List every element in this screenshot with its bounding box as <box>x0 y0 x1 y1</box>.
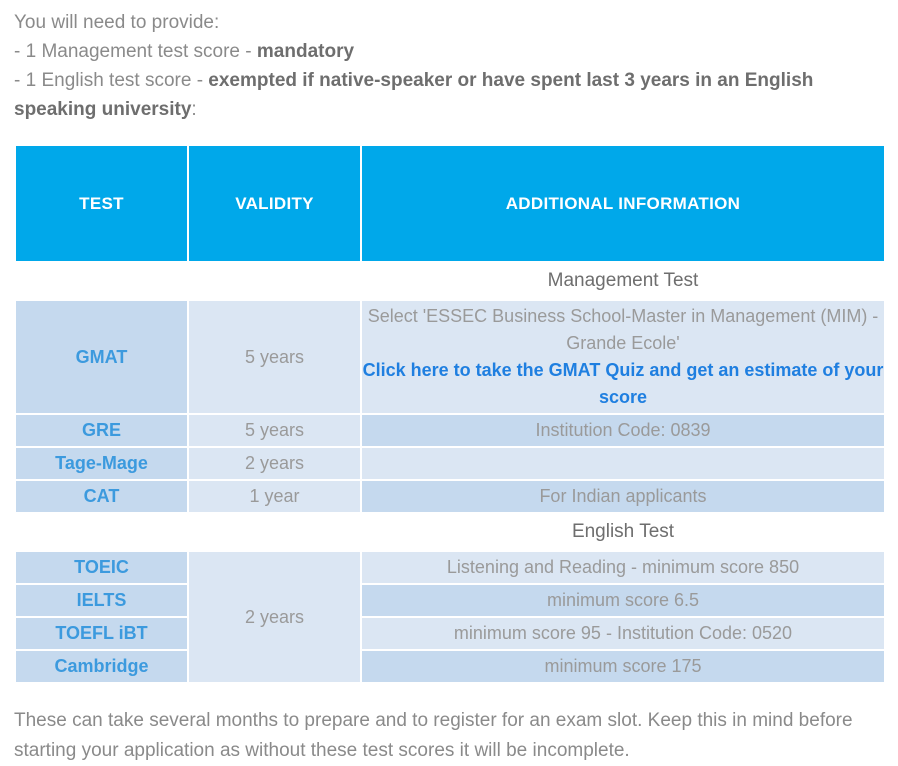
section-spacer-mid <box>188 513 361 551</box>
test-info-gre: Institution Code: 0839 <box>361 414 885 447</box>
intro-line-3-prefix: - 1 English test score - <box>14 70 209 91</box>
test-validity-cat: 1 year <box>188 480 361 513</box>
table-row <box>15 447 885 480</box>
intro-line-3-bold: exempted if native-speaker or have spent last 3 years in an English speaking university <box>14 70 819 120</box>
header-test: TEST <box>15 145 188 262</box>
section-label-english: English Test <box>361 513 885 551</box>
section-header-english <box>15 513 885 551</box>
test-name-gre: GRE <box>15 414 188 447</box>
table-row <box>15 584 885 617</box>
gmat-quiz-link[interactable]: Click here to take the GMAT Quiz and get an estimate of your score <box>362 360 884 407</box>
intro-line-2-prefix: - 1 Management test score - <box>14 41 257 62</box>
tests-table <box>14 144 886 684</box>
table-row <box>15 300 885 414</box>
test-name-cat: CAT <box>15 480 188 513</box>
test-validity-gre: 5 years <box>188 414 361 447</box>
header-additional-information: ADDITIONAL INFORMATION <box>361 145 885 262</box>
test-info-cat: For Indian applicants <box>361 480 885 513</box>
test-name-toeic: TOEIC <box>15 551 188 584</box>
test-name-tage-mage: Tage-Mage <box>15 447 188 480</box>
section-label-management: Management Test <box>361 262 885 300</box>
test-info-cambridge: minimum score 175 <box>361 650 885 683</box>
test-info-toefl-ibt: minimum score 95 - Institution Code: 0520 <box>361 617 885 650</box>
test-info-ielts: minimum score 6.5 <box>361 584 885 617</box>
intro-line-2-bold: mandatory <box>256 41 355 62</box>
test-info-toeic: Listening and Reading - minimum score 850 <box>361 551 885 584</box>
table-row <box>15 480 885 513</box>
test-info-gmat <box>361 300 885 414</box>
test-info-tage-mage <box>361 447 885 480</box>
test-validity-english: 2 years <box>188 551 361 683</box>
intro-line-3-suffix: : <box>191 99 197 120</box>
test-name-cambridge: Cambridge <box>15 650 188 683</box>
intro-line-1: You will need to provide: <box>14 12 220 33</box>
test-name-toefl-ibt: TOEFL iBT <box>15 617 188 650</box>
table-row <box>15 551 885 584</box>
section-header-management <box>15 262 885 300</box>
outro-text: These can take several months to prepare and to register for an exam slot. Keep this in mind before starting your application as without these test scores it will be incomplete. <box>14 710 853 761</box>
table-header-row <box>15 145 885 262</box>
section-spacer-mid <box>188 262 361 300</box>
test-validity-gmat: 5 years <box>188 300 361 414</box>
section-spacer-left <box>15 262 188 300</box>
header-validity: VALIDITY <box>188 145 361 262</box>
table-row <box>15 414 885 447</box>
intro-line-3 <box>14 66 884 124</box>
intro-text <box>14 0 884 124</box>
test-name-gmat: GMAT <box>15 300 188 414</box>
table-row <box>15 650 885 683</box>
gmat-select-instruction: Select 'ESSEC Business School-Master in Management (MIM) - Grande Ecole' <box>367 306 879 353</box>
table-row <box>15 617 885 650</box>
test-validity-tage-mage: 2 years <box>188 447 361 480</box>
intro-line-2 <box>14 37 884 66</box>
section-spacer-left <box>15 513 188 551</box>
test-name-ielts: IELTS <box>15 584 188 617</box>
